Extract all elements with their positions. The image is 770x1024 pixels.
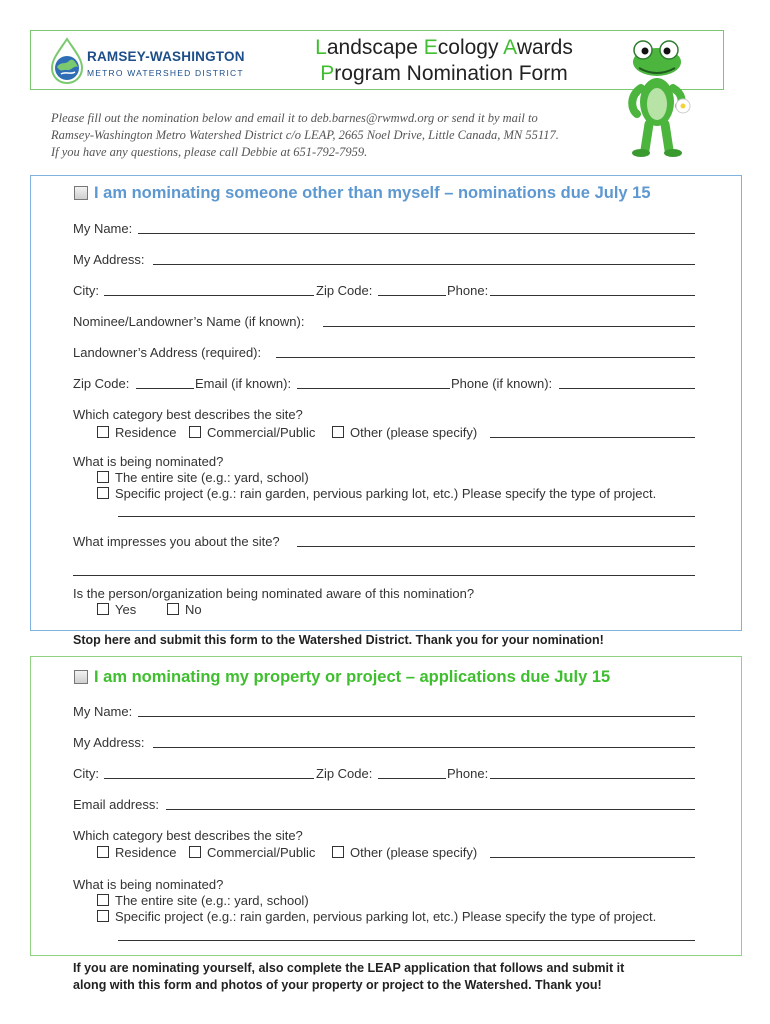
s2-other-specify-field[interactable] (490, 857, 695, 858)
commercial-label: Commercial/Public (207, 425, 316, 440)
residence-checkbox[interactable] (97, 426, 109, 438)
s2-zip-label: Zip Code: (316, 766, 373, 781)
s2-my-name-label: My Name: (73, 704, 133, 719)
yes-checkbox[interactable] (97, 603, 109, 615)
s2-my-name-field[interactable] (138, 716, 695, 717)
s2-other-label: Other (please specify) (350, 845, 478, 860)
final-note-line-1: If you are nominating yourself, also complete the LEAP application that follows and submit it (73, 961, 625, 975)
my-name-field[interactable] (138, 233, 695, 234)
s2-entire-site-checkbox[interactable] (97, 894, 109, 906)
email-known-field[interactable] (297, 388, 450, 389)
section2-title: I am nominating my property or project – applications due July 15 (94, 668, 611, 686)
s2-what-nominated-question: What is being nominated? (73, 877, 224, 892)
s2-category-question: Which category best describes the site? (73, 828, 303, 843)
impresses-field[interactable] (297, 546, 695, 547)
s2-my-address-field[interactable] (153, 747, 695, 748)
no-label: No (185, 602, 202, 617)
header-banner (30, 30, 724, 90)
specific-project-checkbox[interactable] (97, 487, 109, 499)
section1-checkbox[interactable] (74, 186, 88, 200)
s2-email-label: Email address: (73, 797, 159, 812)
section-other-nomination (30, 175, 742, 631)
entire-site-label: The entire site (e.g.: yard, school) (115, 470, 309, 485)
commercial-checkbox[interactable] (189, 426, 201, 438)
section1-title: I am nominating someone other than myself – nominations due July 15 (94, 184, 651, 202)
s2-phone-field[interactable] (490, 778, 695, 779)
my-address-label: My Address: (73, 252, 145, 267)
no-checkbox[interactable] (167, 603, 179, 615)
intro-line-2: Ramsey-Washington Metro Watershed District c/o LEAP, 2665 Noel Drive, Little Canada, MN 55117. (51, 128, 559, 142)
s2-my-address-label: My Address: (73, 735, 145, 750)
phone-label: Phone: (447, 283, 489, 298)
s2-residence-checkbox[interactable] (97, 846, 109, 858)
my-address-field[interactable] (153, 264, 695, 265)
s2-commercial-checkbox[interactable] (189, 846, 201, 858)
s2-city-field[interactable] (104, 778, 314, 779)
form-title (289, 35, 599, 87)
impresses-field-line-2[interactable] (73, 575, 695, 576)
what-nominated-question: What is being nominated? (73, 454, 224, 469)
landowner-address-label: Landowner’s Address (required): (73, 345, 262, 360)
aware-question: Is the person/organization being nominated aware of this nomination? (73, 586, 475, 601)
intro-line-1: Please fill out the nomination below and email it to deb.barnes@rwmwd.org or send it by mail to (51, 111, 538, 125)
other-label: Other (please specify) (350, 425, 478, 440)
zip2-label: Zip Code: (73, 376, 130, 391)
watershed-drop-icon (49, 37, 85, 85)
s2-commercial-label: Commercial/Public (207, 845, 316, 860)
s2-residence-label: Residence (115, 845, 177, 860)
s2-other-checkbox[interactable] (332, 846, 344, 858)
s2-specific-project-label: Specific project (e.g.: rain garden, pervious parking lot, etc.) Please specify the type of project. (115, 909, 657, 924)
section2-checkbox[interactable] (74, 670, 88, 684)
zip2-field[interactable] (136, 388, 194, 389)
city-label: City: (73, 283, 99, 298)
s2-entire-site-label: The entire site (e.g.: yard, school) (115, 893, 309, 908)
project-type-field[interactable] (118, 516, 695, 517)
intro-line-3: If you have any questions, please call Debbie at 651-792-7959. (51, 145, 368, 159)
final-note (73, 960, 624, 994)
s2-project-type-field[interactable] (118, 940, 695, 941)
city-field[interactable] (104, 295, 314, 296)
final-note-line-2: along with this form and photos of your property or project to the Watershed. Thank you! (73, 978, 602, 992)
my-name-label: My Name: (73, 221, 133, 236)
s2-zip-field[interactable] (378, 778, 446, 779)
phone-field[interactable] (490, 295, 695, 296)
yes-label: Yes (115, 602, 137, 617)
intro-text (51, 110, 691, 161)
zip-label: Zip Code: (316, 283, 373, 298)
impresses-question: What impresses you about the site? (73, 534, 280, 549)
s2-city-label: City: (73, 766, 99, 781)
s2-phone-label: Phone: (447, 766, 489, 781)
title-line-2: Program Nomination Form (320, 62, 568, 85)
phone-known-label: Phone (if known): (451, 376, 553, 391)
email-known-label: Email (if known): (195, 376, 292, 391)
zip-field[interactable] (378, 295, 446, 296)
category-question: Which category best describes the site? (73, 407, 303, 422)
title-line-1: Landscape Ecology Awards (315, 36, 573, 59)
nominee-name-field[interactable] (323, 326, 695, 327)
residence-label: Residence (115, 425, 177, 440)
stop-note: Stop here and submit this form to the Watershed District. Thank you for your nomination! (73, 633, 604, 647)
entire-site-checkbox[interactable] (97, 471, 109, 483)
logo-subtitle: METRO WATERSHED DISTRICT (87, 68, 244, 78)
phone-known-field[interactable] (559, 388, 695, 389)
other-specify-field[interactable] (490, 437, 695, 438)
s2-specific-project-checkbox[interactable] (97, 910, 109, 922)
logo-name: RAMSEY-WASHINGTON (87, 49, 245, 64)
specific-project-label: Specific project (e.g.: rain garden, pervious parking lot, etc.) Please specify the type of project. (115, 486, 657, 501)
other-checkbox[interactable] (332, 426, 344, 438)
district-logo (49, 37, 249, 85)
s2-email-field[interactable] (166, 809, 695, 810)
nominee-name-label: Nominee/Landowner’s Name (if known): (73, 314, 305, 329)
landowner-address-field[interactable] (276, 357, 695, 358)
